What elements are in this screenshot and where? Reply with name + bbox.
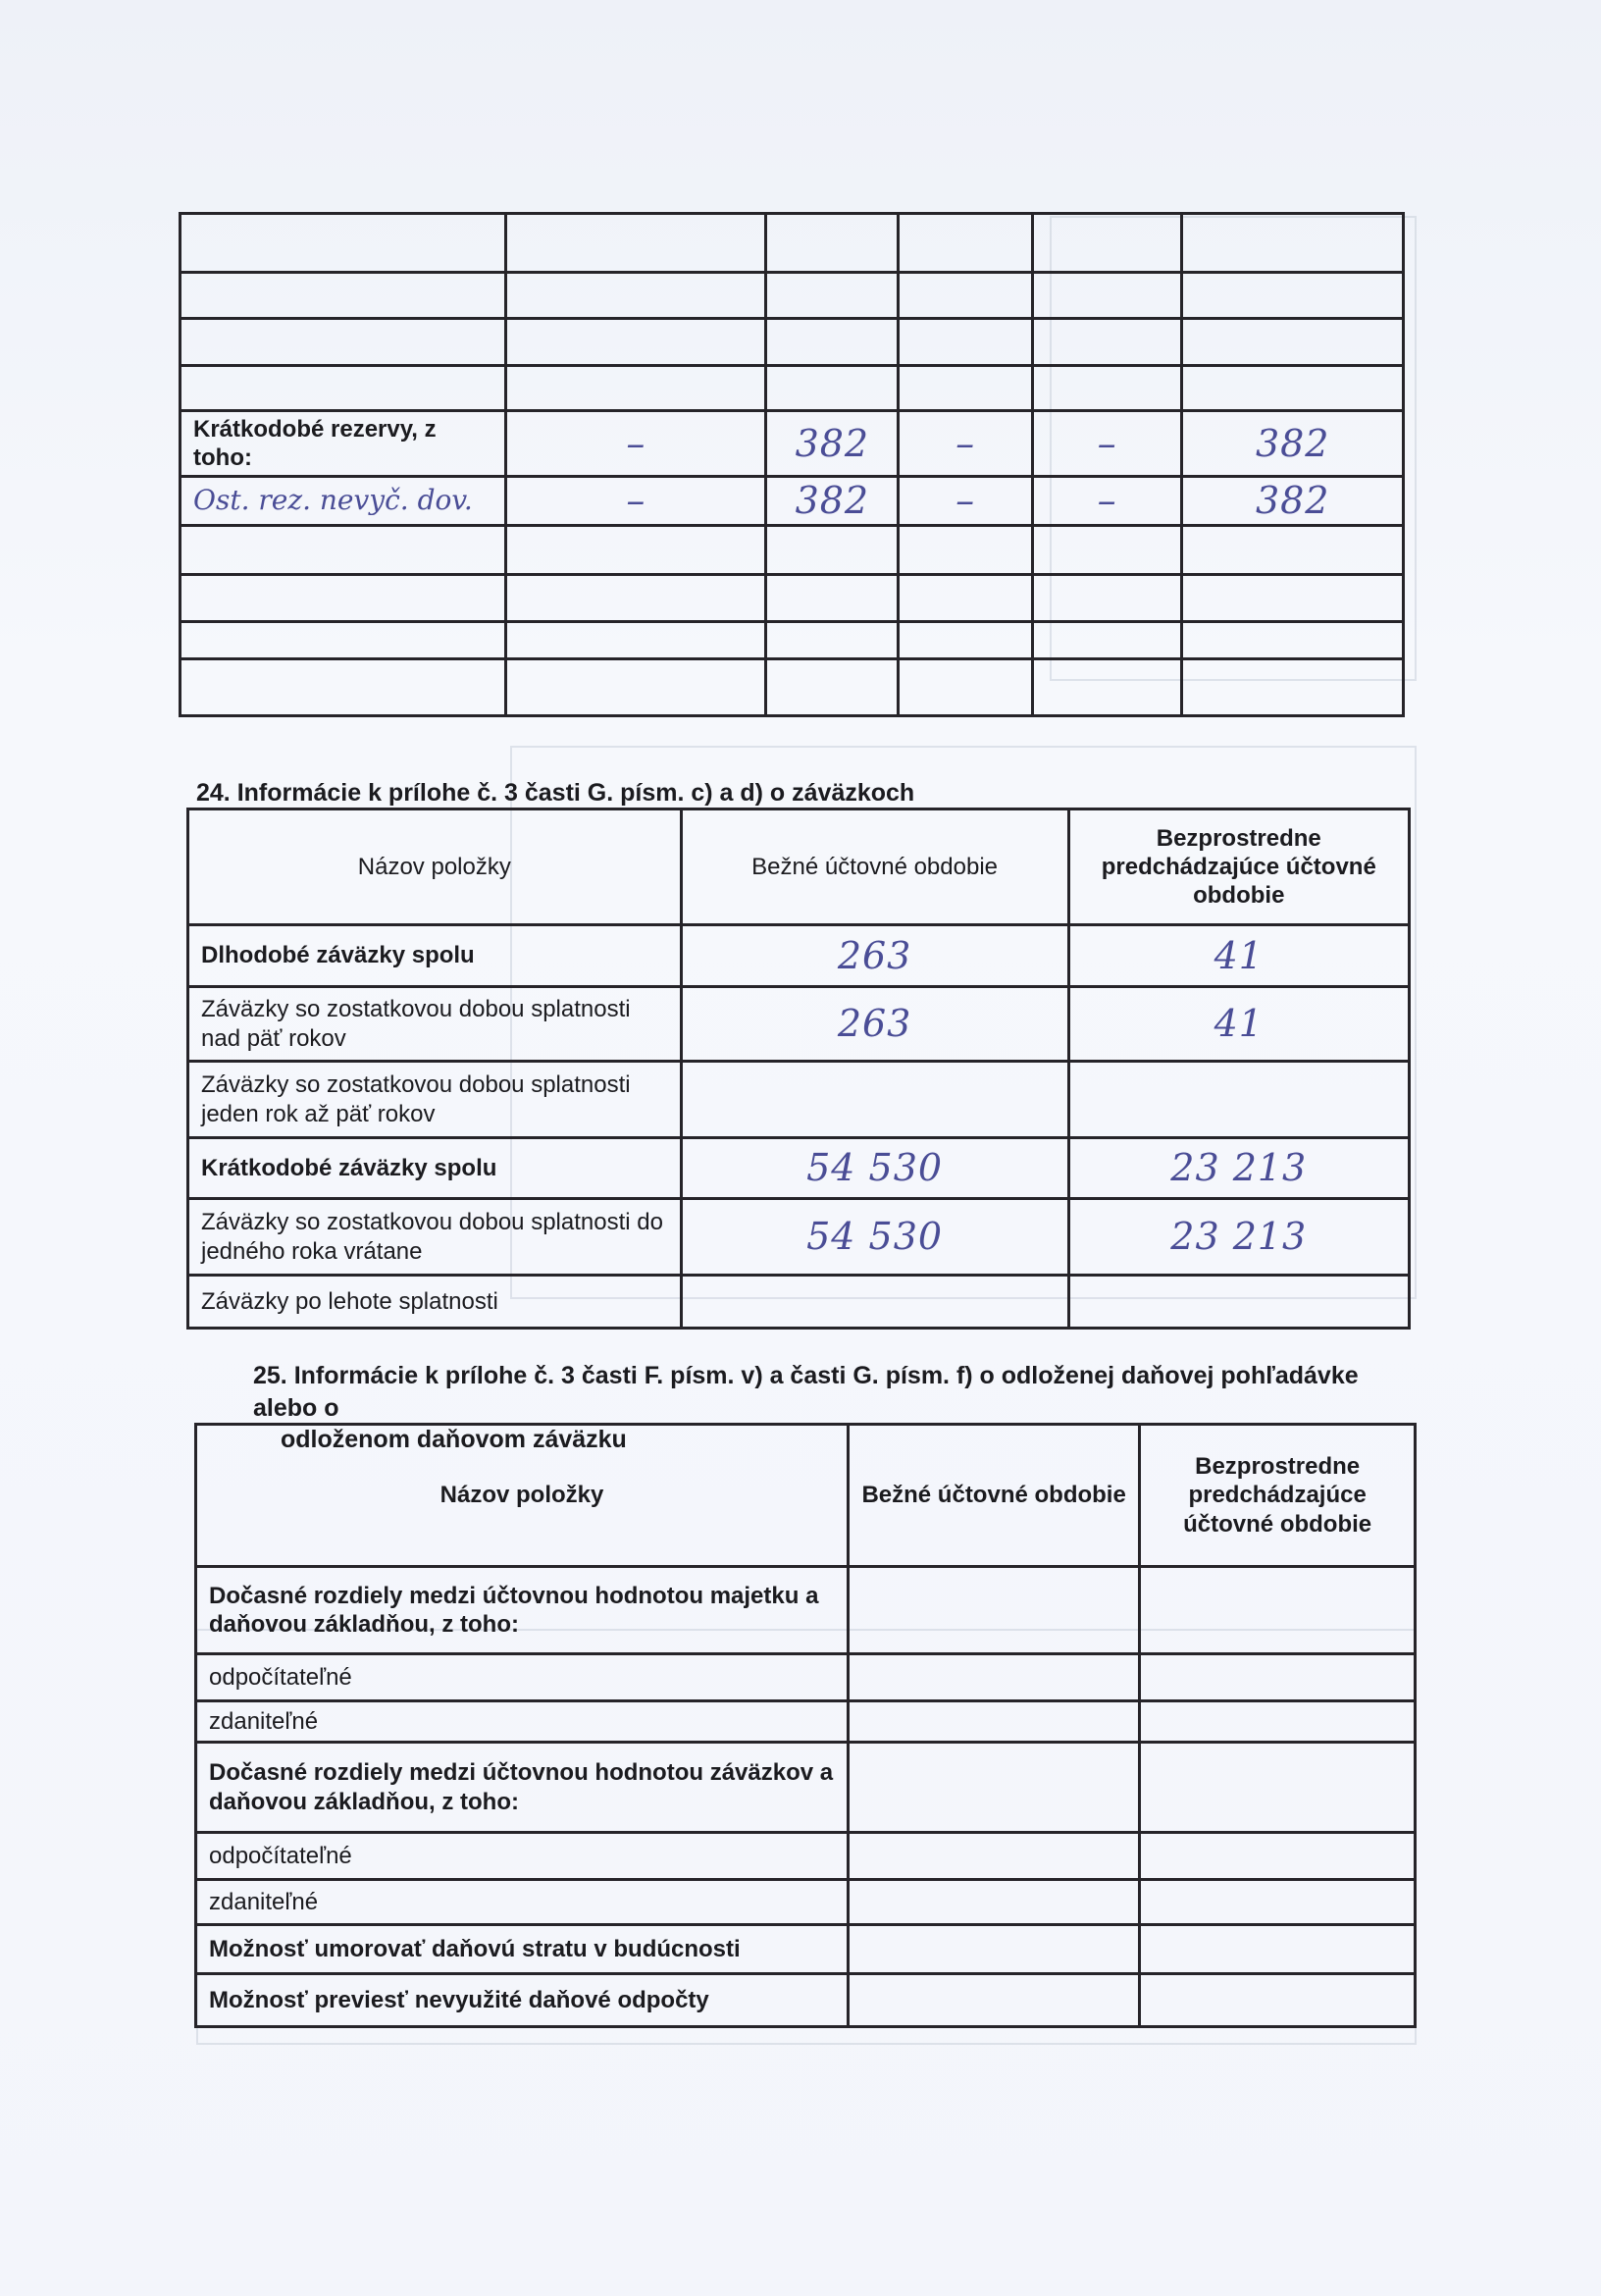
row-label: Záväzky so zostatkovou dobou splatnosti jeden rok až päť rokov — [188, 1062, 682, 1138]
handwritten-value: 54 530 — [681, 1199, 1068, 1276]
deferred-tax-table — [194, 1423, 1417, 2028]
row-label: zdaniteľné — [196, 1880, 849, 1925]
handwritten-value: 23 213 — [1068, 1199, 1409, 1276]
table-row — [188, 925, 1410, 987]
table-row — [196, 1701, 1416, 1743]
table-row — [181, 411, 1404, 477]
table-row — [181, 526, 1404, 575]
handwritten-value: – — [899, 477, 1033, 526]
handwritten-value: 41 — [1068, 925, 1409, 987]
table-row — [181, 477, 1404, 526]
provisions-table — [179, 212, 1405, 717]
table-row — [196, 1654, 1416, 1701]
table-row — [188, 1199, 1410, 1276]
handwritten-value: 382 — [1182, 477, 1404, 526]
row-label: Krátkodobé rezervy, z toho: — [181, 411, 506, 477]
table-row — [196, 1833, 1416, 1880]
table-row — [181, 659, 1404, 716]
table-header-row — [188, 809, 1410, 925]
table-row — [196, 1567, 1416, 1654]
table-row — [196, 1743, 1416, 1833]
row-label: odpočítateľné — [196, 1654, 849, 1701]
table-row — [188, 1062, 1410, 1138]
handwritten-value: – — [1032, 477, 1182, 526]
column-header: Názov položky — [188, 809, 682, 925]
handwritten-value: – — [506, 477, 766, 526]
handwritten-value: 23 213 — [1068, 1138, 1409, 1199]
handwritten-value: 263 — [681, 925, 1068, 987]
handwritten-value: – — [1032, 411, 1182, 477]
table-row — [181, 622, 1404, 659]
handwritten-value — [1068, 1276, 1409, 1329]
table-row — [188, 987, 1410, 1062]
row-label: odpočítateľné — [196, 1833, 849, 1880]
table-row — [181, 319, 1404, 366]
row-label: Možnosť previesť nevyužité daňové odpočty — [196, 1974, 849, 2027]
liabilities-table — [186, 808, 1411, 1330]
row-label: Dočasné rozdiely medzi účtovnou hodnotou majetku a daňovou základňou, z toho: — [196, 1567, 849, 1654]
handwritten-value — [681, 1276, 1068, 1329]
column-header: Bežné účtovné obdobie — [849, 1425, 1140, 1567]
row-label: Možnosť umorovať daňovú stratu v budúcnosti — [196, 1925, 849, 1974]
row-label: Dlhodobé záväzky spolu — [188, 925, 682, 987]
row-label: Záväzky so zostatkovou dobou splatnosti do jedného roka vrátane — [188, 1199, 682, 1276]
handwritten-value: – — [899, 411, 1033, 477]
handwritten-value — [681, 1062, 1068, 1138]
table-row — [181, 273, 1404, 319]
section-25-heading-line-1: 25. Informácie k prílohe č. 3 časti F. písm. v) a časti G. písm. f) o odloženej daňovej pohľadávke alebo o — [253, 1362, 1359, 1422]
table-row — [196, 1925, 1416, 1974]
handwritten-value: 41 — [1068, 987, 1409, 1062]
row-label: Krátkodobé záväzky spolu — [188, 1138, 682, 1199]
table-header-row — [196, 1425, 1416, 1567]
column-header: Názov položky — [196, 1425, 849, 1567]
table-row — [188, 1276, 1410, 1329]
table-row — [196, 1880, 1416, 1925]
handwritten-value: 382 — [1182, 411, 1404, 477]
row-label: Záväzky so zostatkovou dobou splatnosti nad päť rokov — [188, 987, 682, 1062]
handwritten-value: 54 530 — [681, 1138, 1068, 1199]
handwritten-value: 263 — [681, 987, 1068, 1062]
table-row — [181, 575, 1404, 622]
column-header: Bežné účtovné obdobie — [681, 809, 1068, 925]
table-row — [181, 366, 1404, 411]
table-row — [181, 214, 1404, 273]
section-25-heading-line-2: odloženom daňovom záväzku — [281, 1426, 627, 1453]
table-row — [188, 1138, 1410, 1199]
table-row — [196, 1974, 1416, 2027]
handwritten-value: – — [506, 411, 766, 477]
column-header: Bezprostredne predchádzajúce účtovné obdobie — [1140, 1425, 1416, 1567]
row-label: Záväzky po lehote splatnosti — [188, 1276, 682, 1329]
column-header: Bezprostredne predchádzajúce účtovné obdobie — [1068, 809, 1409, 925]
row-label-handwritten: Ost. rez. nevyč. dov. — [181, 477, 506, 526]
section-24-heading: 24. Informácie k prílohe č. 3 časti G. písm. c) a d) o záväzkoch — [196, 779, 915, 807]
row-label: zdaniteľné — [196, 1701, 849, 1743]
handwritten-value — [1068, 1062, 1409, 1138]
row-label: Dočasné rozdiely medzi účtovnou hodnotou záväzkov a daňovou základňou, z toho: — [196, 1743, 849, 1833]
handwritten-value: 382 — [766, 477, 899, 526]
handwritten-value: 382 — [766, 411, 899, 477]
